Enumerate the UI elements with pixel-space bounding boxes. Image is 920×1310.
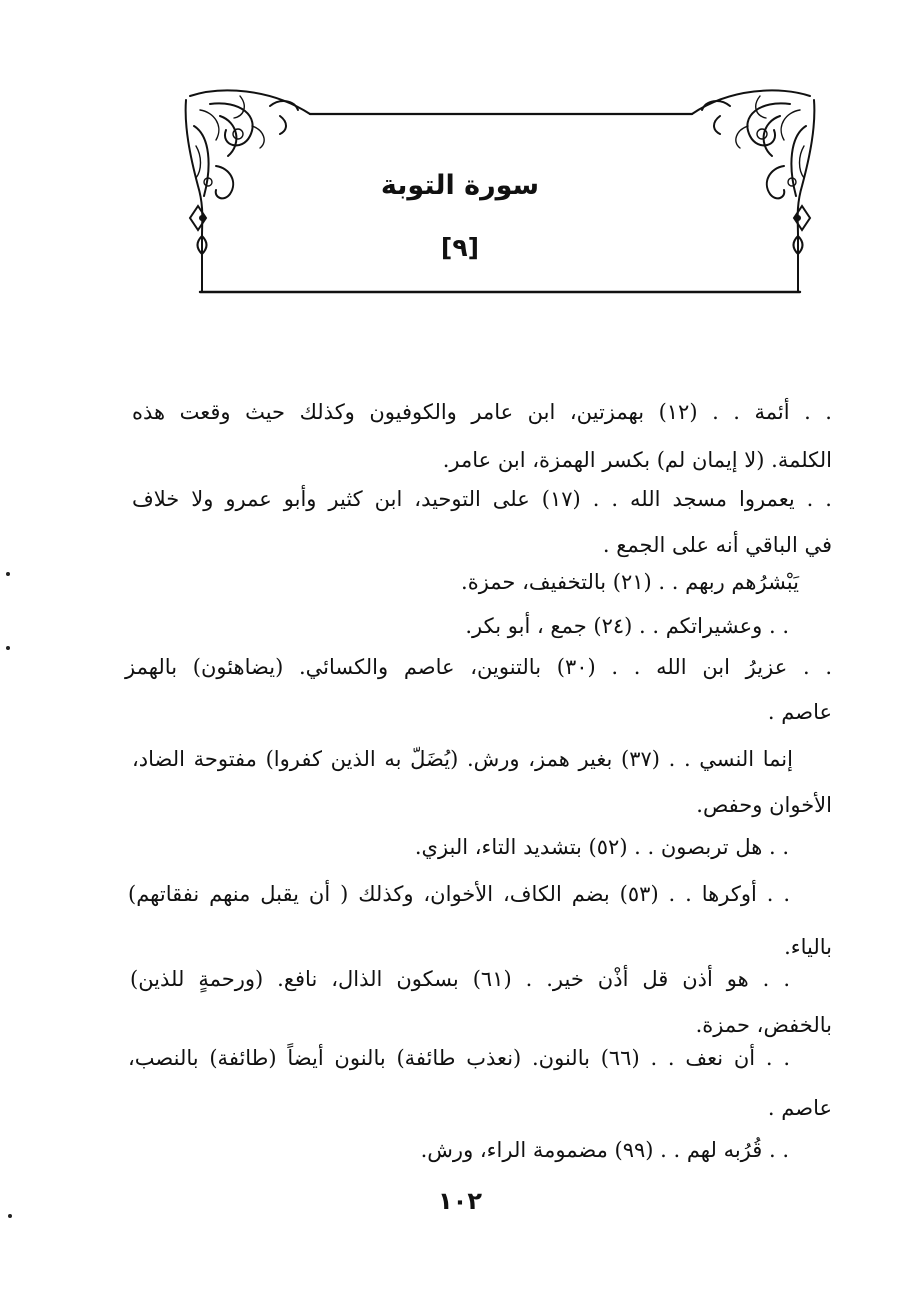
text-line: . . وعشيراتكم . . (٢٤) جمع ، أبو بكر. xyxy=(465,614,789,638)
surah-title: سورة التوبة xyxy=(380,170,540,201)
text-line: في الباقي أنه على الجمع . xyxy=(602,533,832,557)
scan-speck xyxy=(8,1214,12,1218)
page-number: ١٠٢ xyxy=(438,1187,482,1215)
scan-speck xyxy=(6,572,10,576)
text-line: الأخوان وحفص. xyxy=(696,793,832,817)
text-line: بالياء. xyxy=(784,935,832,959)
text-line: . . أئمة . . (١٢) بهمزتين، ابن عامر والكوفيون وكذلك حيث وقعت هذه xyxy=(132,400,832,424)
text-line: الكلمة. (لا إيمان لم) بكسر الهمزة، ابن عامر. xyxy=(442,448,832,472)
text-line: إنما النسي . . (٣٧) بغير همز، ورش. (يُضَلّ به الذين كفروا) مفتوحة الضاد، xyxy=(132,747,793,771)
text-line: . . قُرُبه لهم . . (٩٩) مضمومة الراء، ورش. xyxy=(420,1138,789,1162)
scan-speck xyxy=(6,646,10,650)
text-line: . . هل تربصون . . (٥٢) بتشديد التاء، البزي. xyxy=(414,835,789,859)
text-line: . . عزيرُ ابن الله . . (٣٠) بالتنوين، عاصم والكسائي. (يضاهئون) بالهمز xyxy=(125,655,832,679)
text-line: . . أن نعف . . (٦٦) بالنون. (نعذب طائفة) بالنون أيضاً (طائفة) بالنصب، xyxy=(128,1046,790,1070)
text-line: . . يعمروا مسجد الله . . (١٧) على التوحيد، ابن كثير وأبو عمرو ولا خلاف xyxy=(132,487,832,511)
text-line: عاصم . xyxy=(767,1096,832,1120)
text-line: . . هو أذن قل أذْن خير. . (٦١) بسكون الذال، نافع. (ورحمةٍ للذين) xyxy=(130,967,790,991)
text-line: . . أوكرها . . (٥٣) بضم الكاف، الأخوان، وكذلك ( أن يقبل منهم نفقاتهم) xyxy=(128,882,791,906)
surah-number: [٩] xyxy=(440,233,480,262)
text-line: يَبْشرُهم ربهم . . (٢١) بالتخفيف، حمزة. xyxy=(461,570,799,594)
text-line: بالخفض، حمزة. xyxy=(695,1013,832,1037)
text-line: عاصم . xyxy=(767,700,832,724)
